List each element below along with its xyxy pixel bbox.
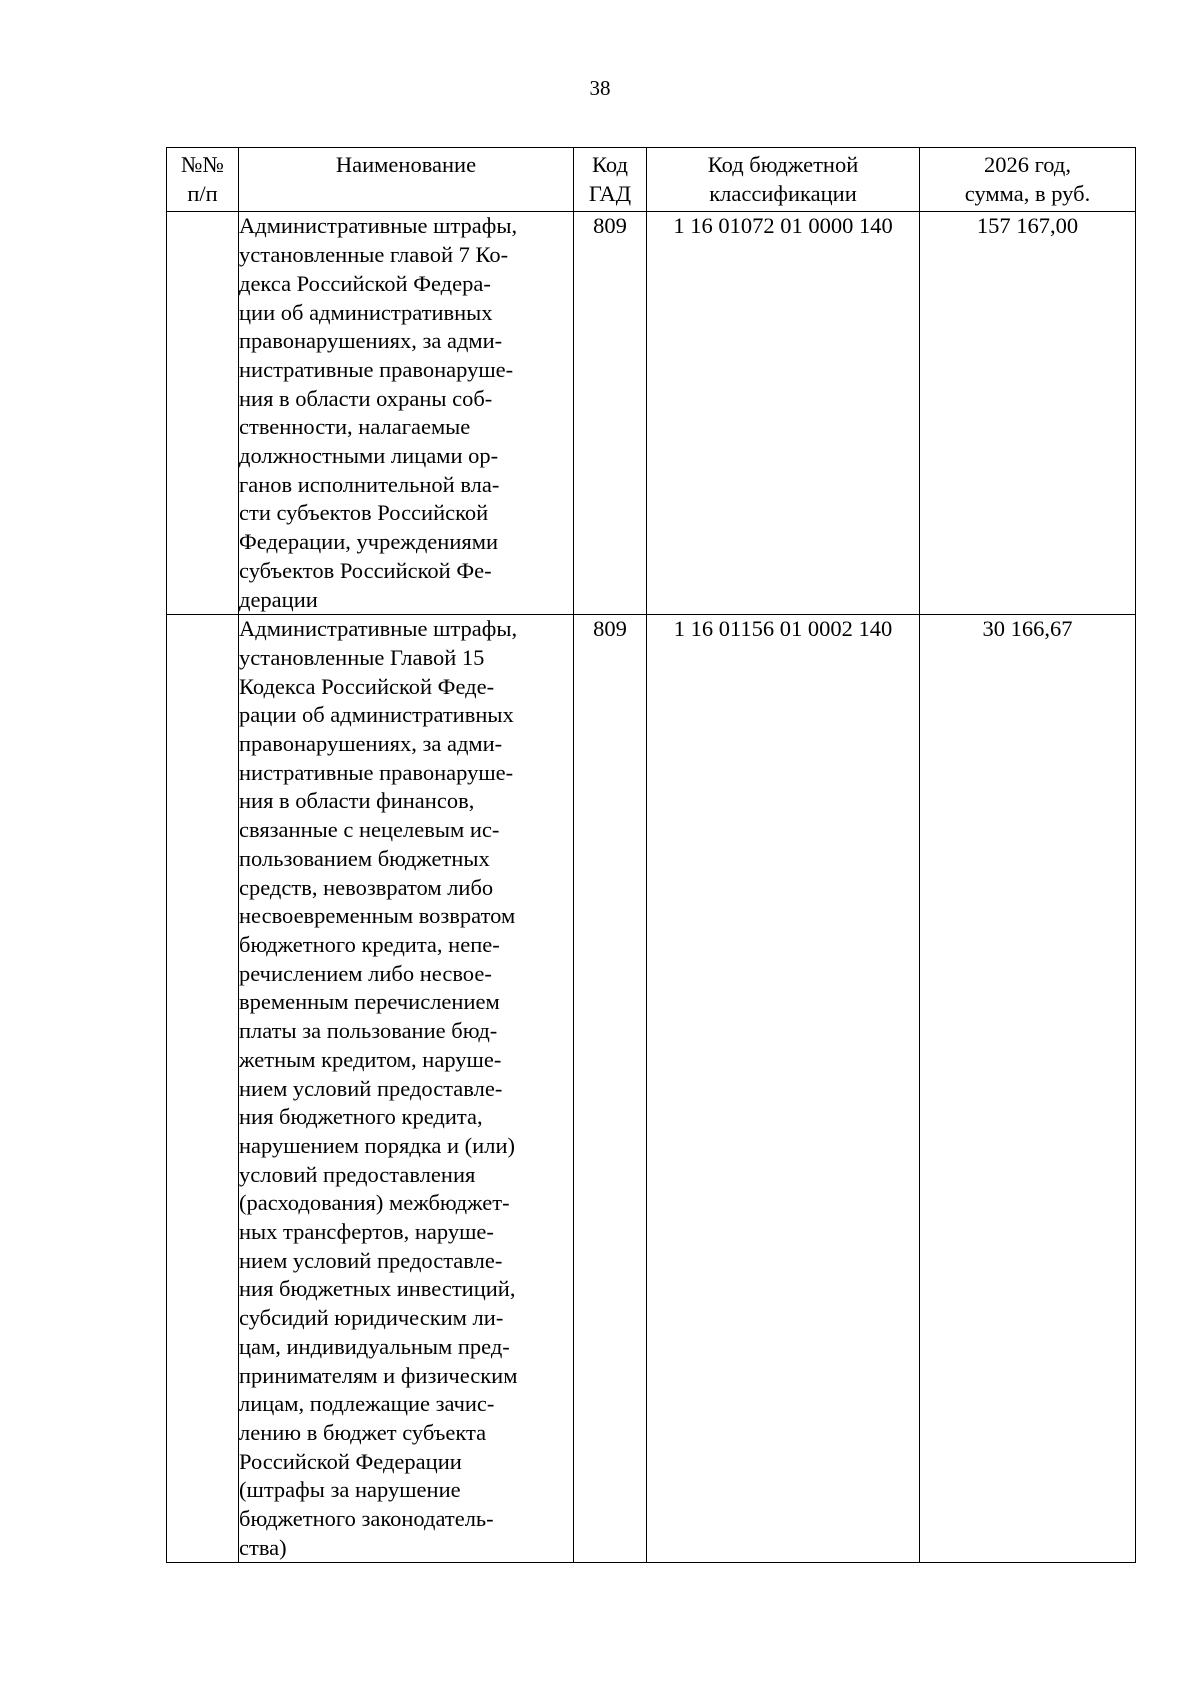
row-sum-cell: 157 167,00	[920, 212, 1136, 615]
header-name	[239, 148, 574, 212]
row-name-line: лению в бюджет субъекта	[239, 1419, 487, 1445]
row-name-line: ции об административных	[239, 299, 493, 325]
row-number-cell	[167, 212, 239, 615]
table-header-row	[167, 148, 1136, 212]
row-name-line: установленные Главой 15	[239, 644, 485, 670]
header-sum-line: 2026 год,	[984, 152, 1071, 177]
table-body	[167, 212, 1136, 1563]
row-name-cell	[239, 212, 574, 615]
row-name-line: ния в области финансов,	[239, 788, 475, 814]
row-name-line: связанные с нецелевым ис-	[239, 817, 500, 843]
row-name-line: ных трансфертов, наруше-	[239, 1219, 494, 1245]
row-name-line: декса Российской Федера-	[239, 270, 491, 296]
header-gad-code	[574, 148, 647, 212]
row-name-line: бюджетного законодатель-	[239, 1506, 494, 1532]
row-name-line: средств, невозвратом либо	[239, 874, 494, 900]
row-name-line: установленные главой 7 Ко-	[239, 242, 509, 268]
row-name-line: условий предоставления	[239, 1161, 476, 1187]
row-name-line: субъектов Российской Фе-	[239, 557, 492, 583]
table-row	[167, 615, 1136, 1563]
header-name-label: Наименование	[335, 152, 477, 177]
row-budget-classification-cell: 1 16 01072 01 0000 140	[647, 212, 920, 615]
row-name-line: правонарушениях, за адми-	[239, 731, 503, 757]
row-name-line: рации об административных	[239, 702, 514, 728]
row-name-line: Российской Федерации	[239, 1448, 462, 1474]
row-name-line: ния в области охраны соб-	[239, 385, 493, 411]
header-budget-classification	[647, 148, 920, 212]
row-name-line: жетным кредитом, наруше-	[239, 1046, 502, 1072]
row-name-line: нистративные правонаруше-	[239, 759, 514, 785]
row-name-line: Кодекса Российской Феде-	[239, 673, 495, 699]
header-gad-line: ГАД	[588, 180, 632, 206]
row-name-line: нием условий предоставле-	[239, 1247, 503, 1273]
row-name-line: правонарушениях, за адми-	[239, 328, 503, 354]
row-name-line: сти субъектов Российской	[239, 500, 489, 526]
header-kbk-line: Код бюджетной	[707, 152, 859, 177]
row-name-line: нистративные правонаруше-	[239, 356, 514, 382]
row-name-line: Административные штрафы,	[239, 213, 518, 239]
row-name-line: (расходования) межбюджет-	[239, 1190, 510, 1216]
header-number	[167, 148, 239, 212]
row-name-line: принимателям и физическим	[239, 1362, 518, 1388]
budget-revenue-table	[166, 147, 1136, 1563]
row-number-cell	[167, 615, 239, 1563]
header-sum-line: сумма, в руб.	[964, 180, 1091, 206]
row-name-line: нарушением порядка и (или)	[239, 1132, 515, 1158]
row-sum-cell: 30 166,67	[920, 615, 1136, 1563]
row-name-line: Административные штрафы,	[239, 616, 518, 642]
row-name-line: нием условий предоставле-	[239, 1075, 503, 1101]
row-name-line: ства)	[239, 1534, 287, 1560]
header-number-line: п/п	[187, 180, 218, 206]
row-name-line: должностными лицами ор-	[239, 443, 499, 469]
row-name-line: ственности, налагаемые	[239, 414, 471, 440]
row-name-line: бюджетного кредита, непе-	[239, 931, 500, 957]
row-name-line: ния бюджетных инвестиций,	[239, 1276, 516, 1302]
header-number-line: №№	[181, 152, 224, 177]
row-name-line: ния бюджетного кредита,	[239, 1104, 483, 1130]
row-name-line: речислением либо несвое-	[239, 960, 492, 986]
row-name-line: (штрафы за нарушение	[239, 1477, 461, 1503]
row-name-line: дерации	[239, 586, 318, 612]
row-gad-code-cell: 809	[574, 212, 647, 615]
header-gad-line: Код	[592, 152, 628, 177]
row-name-line: субсидий юридическим ли-	[239, 1305, 504, 1331]
row-name-line: лицам, подлежащие зачис-	[239, 1391, 495, 1417]
row-name-line: временным перечислением	[239, 989, 500, 1015]
row-name-line: Федерации, учреждениями	[239, 529, 499, 555]
page-number: 38	[589, 76, 611, 100]
row-budget-classification-cell: 1 16 01156 01 0002 140	[647, 615, 920, 1563]
header-sum-2026	[920, 148, 1136, 212]
table-row	[167, 212, 1136, 615]
row-name-line: платы за пользование бюд-	[239, 1018, 498, 1044]
row-name-line: ганов исполнительной вла-	[239, 471, 500, 497]
row-gad-code-cell: 809	[574, 615, 647, 1563]
row-name-cell	[239, 615, 574, 1563]
row-name-line: несвоевременным возвратом	[239, 903, 516, 929]
row-name-line: пользованием бюджетных	[239, 845, 490, 871]
header-kbk-line: классификации	[709, 180, 857, 206]
row-name-line: цам, индивидуальным пред-	[239, 1333, 510, 1359]
